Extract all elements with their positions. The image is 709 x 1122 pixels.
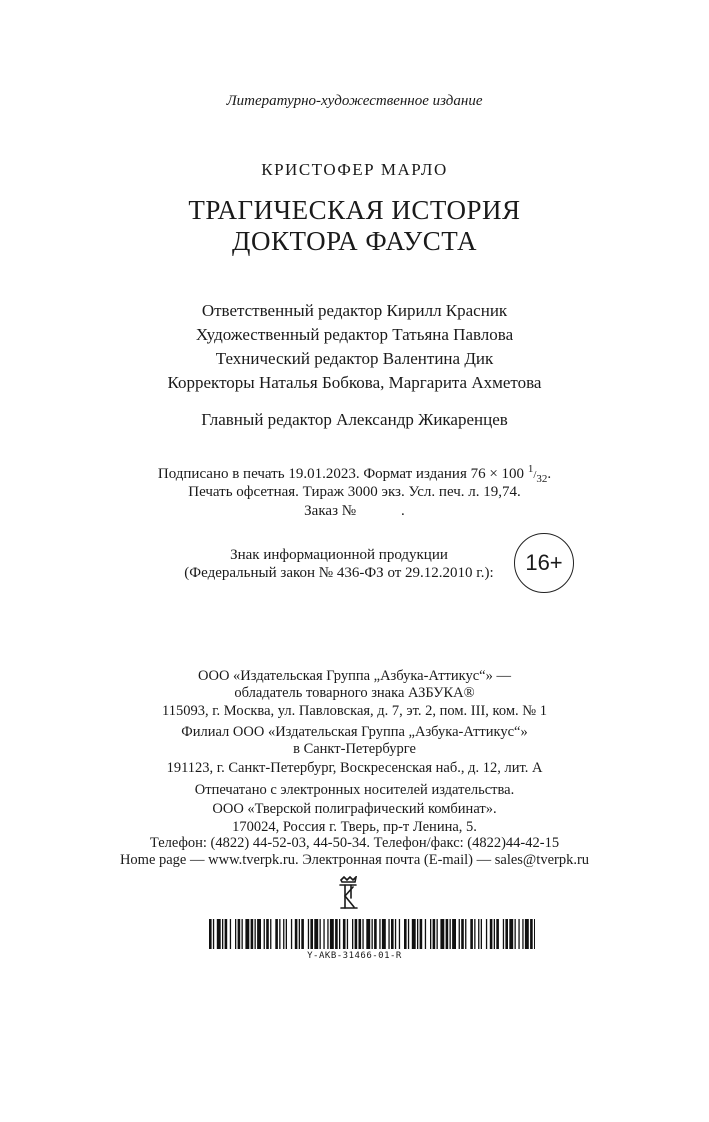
- barcode-bar: [474, 919, 475, 949]
- barcode-bar: [275, 919, 278, 949]
- barcode-bar: [490, 919, 493, 949]
- print-details: Печать офсетная. Тираж 3000 экз. Усл. печ. л. 19,74.: [188, 484, 521, 500]
- barcode-bar: [388, 919, 389, 949]
- barcode-bar: [486, 919, 487, 949]
- barcode-bar: [470, 919, 473, 949]
- technical-editor: Технический редактор Валентина Дик: [215, 349, 494, 368]
- barcode-bar: [522, 919, 523, 949]
- order-number: Заказ № .: [304, 503, 405, 519]
- barcode-label: Y-AKB-31466-01-R: [307, 951, 402, 961]
- book-title-line-1: ТРАГИЧЕСКАЯ ИСТОРИЯ: [188, 195, 521, 225]
- barcode-bar: [230, 919, 231, 949]
- barcode-bar: [310, 919, 313, 949]
- barcode-bar: [433, 919, 436, 949]
- barcode-bar: [213, 919, 214, 949]
- barcode-bar: [461, 919, 464, 949]
- printer-line-2: ООО «Тверской полиграфический комбинат».: [212, 801, 497, 817]
- barcode-bar: [225, 919, 228, 949]
- barcode-bar: [446, 919, 449, 949]
- barcode-bar: [301, 919, 304, 949]
- barcode-bar: [217, 919, 221, 949]
- barcode-bar: [391, 919, 394, 949]
- format-end: .: [547, 466, 552, 482]
- barcode-bar: [408, 919, 409, 949]
- barcode-bar: [314, 919, 318, 949]
- barcode-bar: [255, 919, 256, 949]
- barcode-bar: [257, 919, 261, 949]
- chief-editor: Главный редактор Александр Жикаренцев: [201, 410, 508, 429]
- barcode-bar: [440, 919, 444, 949]
- barcode-bar: [335, 919, 338, 949]
- barcode-bar: [266, 919, 269, 949]
- barcode-bar: [359, 919, 362, 949]
- barcode-bar: [295, 919, 298, 949]
- proofreaders: Корректоры Наталья Бобкова, Маргарита Ахметова: [167, 373, 542, 392]
- barcode-bar: [374, 919, 377, 949]
- barcode-bar: [235, 919, 236, 949]
- barcode-bar: [494, 919, 495, 949]
- barcode-bar: [242, 919, 243, 949]
- responsible-editor: Ответственный редактор Кирилл Красник: [201, 301, 508, 320]
- barcode-bar: [264, 919, 265, 949]
- print-signed-line: Подписано в печать 19.01.2023. Формат издания 76 × 100 $^1/_{32}$.: [157, 463, 552, 485]
- barcode-bar: [399, 919, 400, 949]
- printer-logo-icon: [331, 876, 365, 912]
- barcode-bar: [352, 919, 353, 949]
- barcode-bar: [251, 919, 254, 949]
- barcode-bar: [286, 919, 287, 949]
- barcode-bar: [452, 919, 456, 949]
- barcode-bar: [366, 919, 370, 949]
- publisher-address: 115093, г. Москва, ул. Павловская, д. 7, эт. 2, пом. III, ком. № 1: [162, 703, 547, 719]
- barcode-bar: [320, 919, 321, 949]
- barcode-bar: [505, 919, 508, 949]
- book-title-line-2: ДОКТОРА ФАУСТА: [232, 226, 477, 256]
- barcode-bar: [291, 919, 292, 949]
- printer-address: 170024, Россия г. Тверь, пр-т Ленина, 5.: [232, 819, 477, 835]
- barcode-bar: [465, 919, 466, 949]
- barcode-bar: [222, 919, 223, 949]
- barcode-bar: [450, 919, 451, 949]
- barcode-bar: [404, 919, 407, 949]
- barcode-bar: [270, 919, 271, 949]
- barcode: [209, 919, 535, 949]
- barcode-bar: [395, 919, 396, 949]
- art-editor: Художественный редактор Татьяна Павлова: [195, 325, 514, 344]
- barcode-bar: [481, 919, 482, 949]
- barcode-bar: [437, 919, 438, 949]
- barcode-bar: [339, 919, 340, 949]
- barcode-bar: [330, 919, 334, 949]
- barcode-bar: [412, 919, 416, 949]
- barcode-bar: [279, 919, 280, 949]
- barcode-bar: [382, 919, 386, 949]
- format-denominator: 32: [536, 473, 548, 485]
- barcode-bar: [503, 919, 504, 949]
- printer-line-1: Отпечатано с электронных носителей издательства.: [194, 782, 515, 798]
- barcode-bar: [515, 919, 516, 949]
- age-rating-text: [170, 546, 508, 582]
- edition-type: Литературно-художественное издание: [226, 93, 483, 109]
- publisher-line-1: ООО «Издательская Группа „Азбука-Аттикус“» —: [198, 668, 511, 684]
- barcode-bar: [509, 919, 513, 949]
- barcode-bar: [534, 919, 535, 949]
- barcode-bar: [347, 919, 348, 949]
- barcode-bar: [518, 919, 519, 949]
- barcode-bar: [343, 919, 346, 949]
- barcode-bar: [417, 919, 418, 949]
- barcode-bar: [355, 919, 358, 949]
- barcode-bar: [496, 919, 499, 949]
- barcode-bar: [209, 919, 212, 949]
- barcode-bar: [525, 919, 529, 949]
- barcode-bar: [530, 919, 533, 949]
- barcode-bar: [425, 919, 426, 949]
- barcode-bar: [308, 919, 309, 949]
- barcode-bar: [420, 919, 423, 949]
- barcode-bar: [430, 919, 431, 949]
- barcode-bar: [238, 919, 241, 949]
- printer-web: Home page — www.tverpk.ru. Электронная почта (E-mail) — sales@tverpk.ru: [119, 852, 590, 868]
- barcode-bar: [372, 919, 373, 949]
- publisher-line-2: обладатель товарного знака АЗБУКА®: [234, 685, 475, 701]
- barcode-bar: [283, 919, 284, 949]
- branch-address: 191123, г. Санкт-Петербург, Воскресенская наб., д. 12, лит. А: [166, 760, 543, 776]
- format-numerator: 1: [527, 463, 534, 475]
- barcode-bar: [323, 919, 324, 949]
- barcode-bar: [299, 919, 300, 949]
- barcode-bar: [362, 919, 363, 949]
- barcode-bar: [379, 919, 380, 949]
- barcode-bar: [459, 919, 460, 949]
- barcode-bar: [327, 919, 328, 949]
- age-rating-line-2: (Федеральный закон № 436-ФЗ от 29.12.2010 г.):: [184, 565, 494, 581]
- branch-line-1: Филиал ООО «Издательская Группа „Азбука-Аттикус“»: [181, 724, 528, 740]
- age-rating-badge: 16+: [514, 533, 574, 593]
- printer-phones: Телефон: (4822) 44-52-03, 44-50-34. Телефон/факс: (4822)44-42-15: [149, 835, 560, 851]
- branch-line-2: в Санкт-Петербурге: [293, 741, 416, 757]
- age-rating-line-1: Знак информационной продукции: [230, 547, 448, 563]
- author-name: КРИСТОФЕР МАРЛО: [261, 160, 448, 179]
- barcode-bar: [478, 919, 479, 949]
- barcode-bar: [245, 919, 249, 949]
- print-signed-text: Подписано в печать 19.01.2023. Формат издания 76 × 100: [157, 466, 525, 482]
